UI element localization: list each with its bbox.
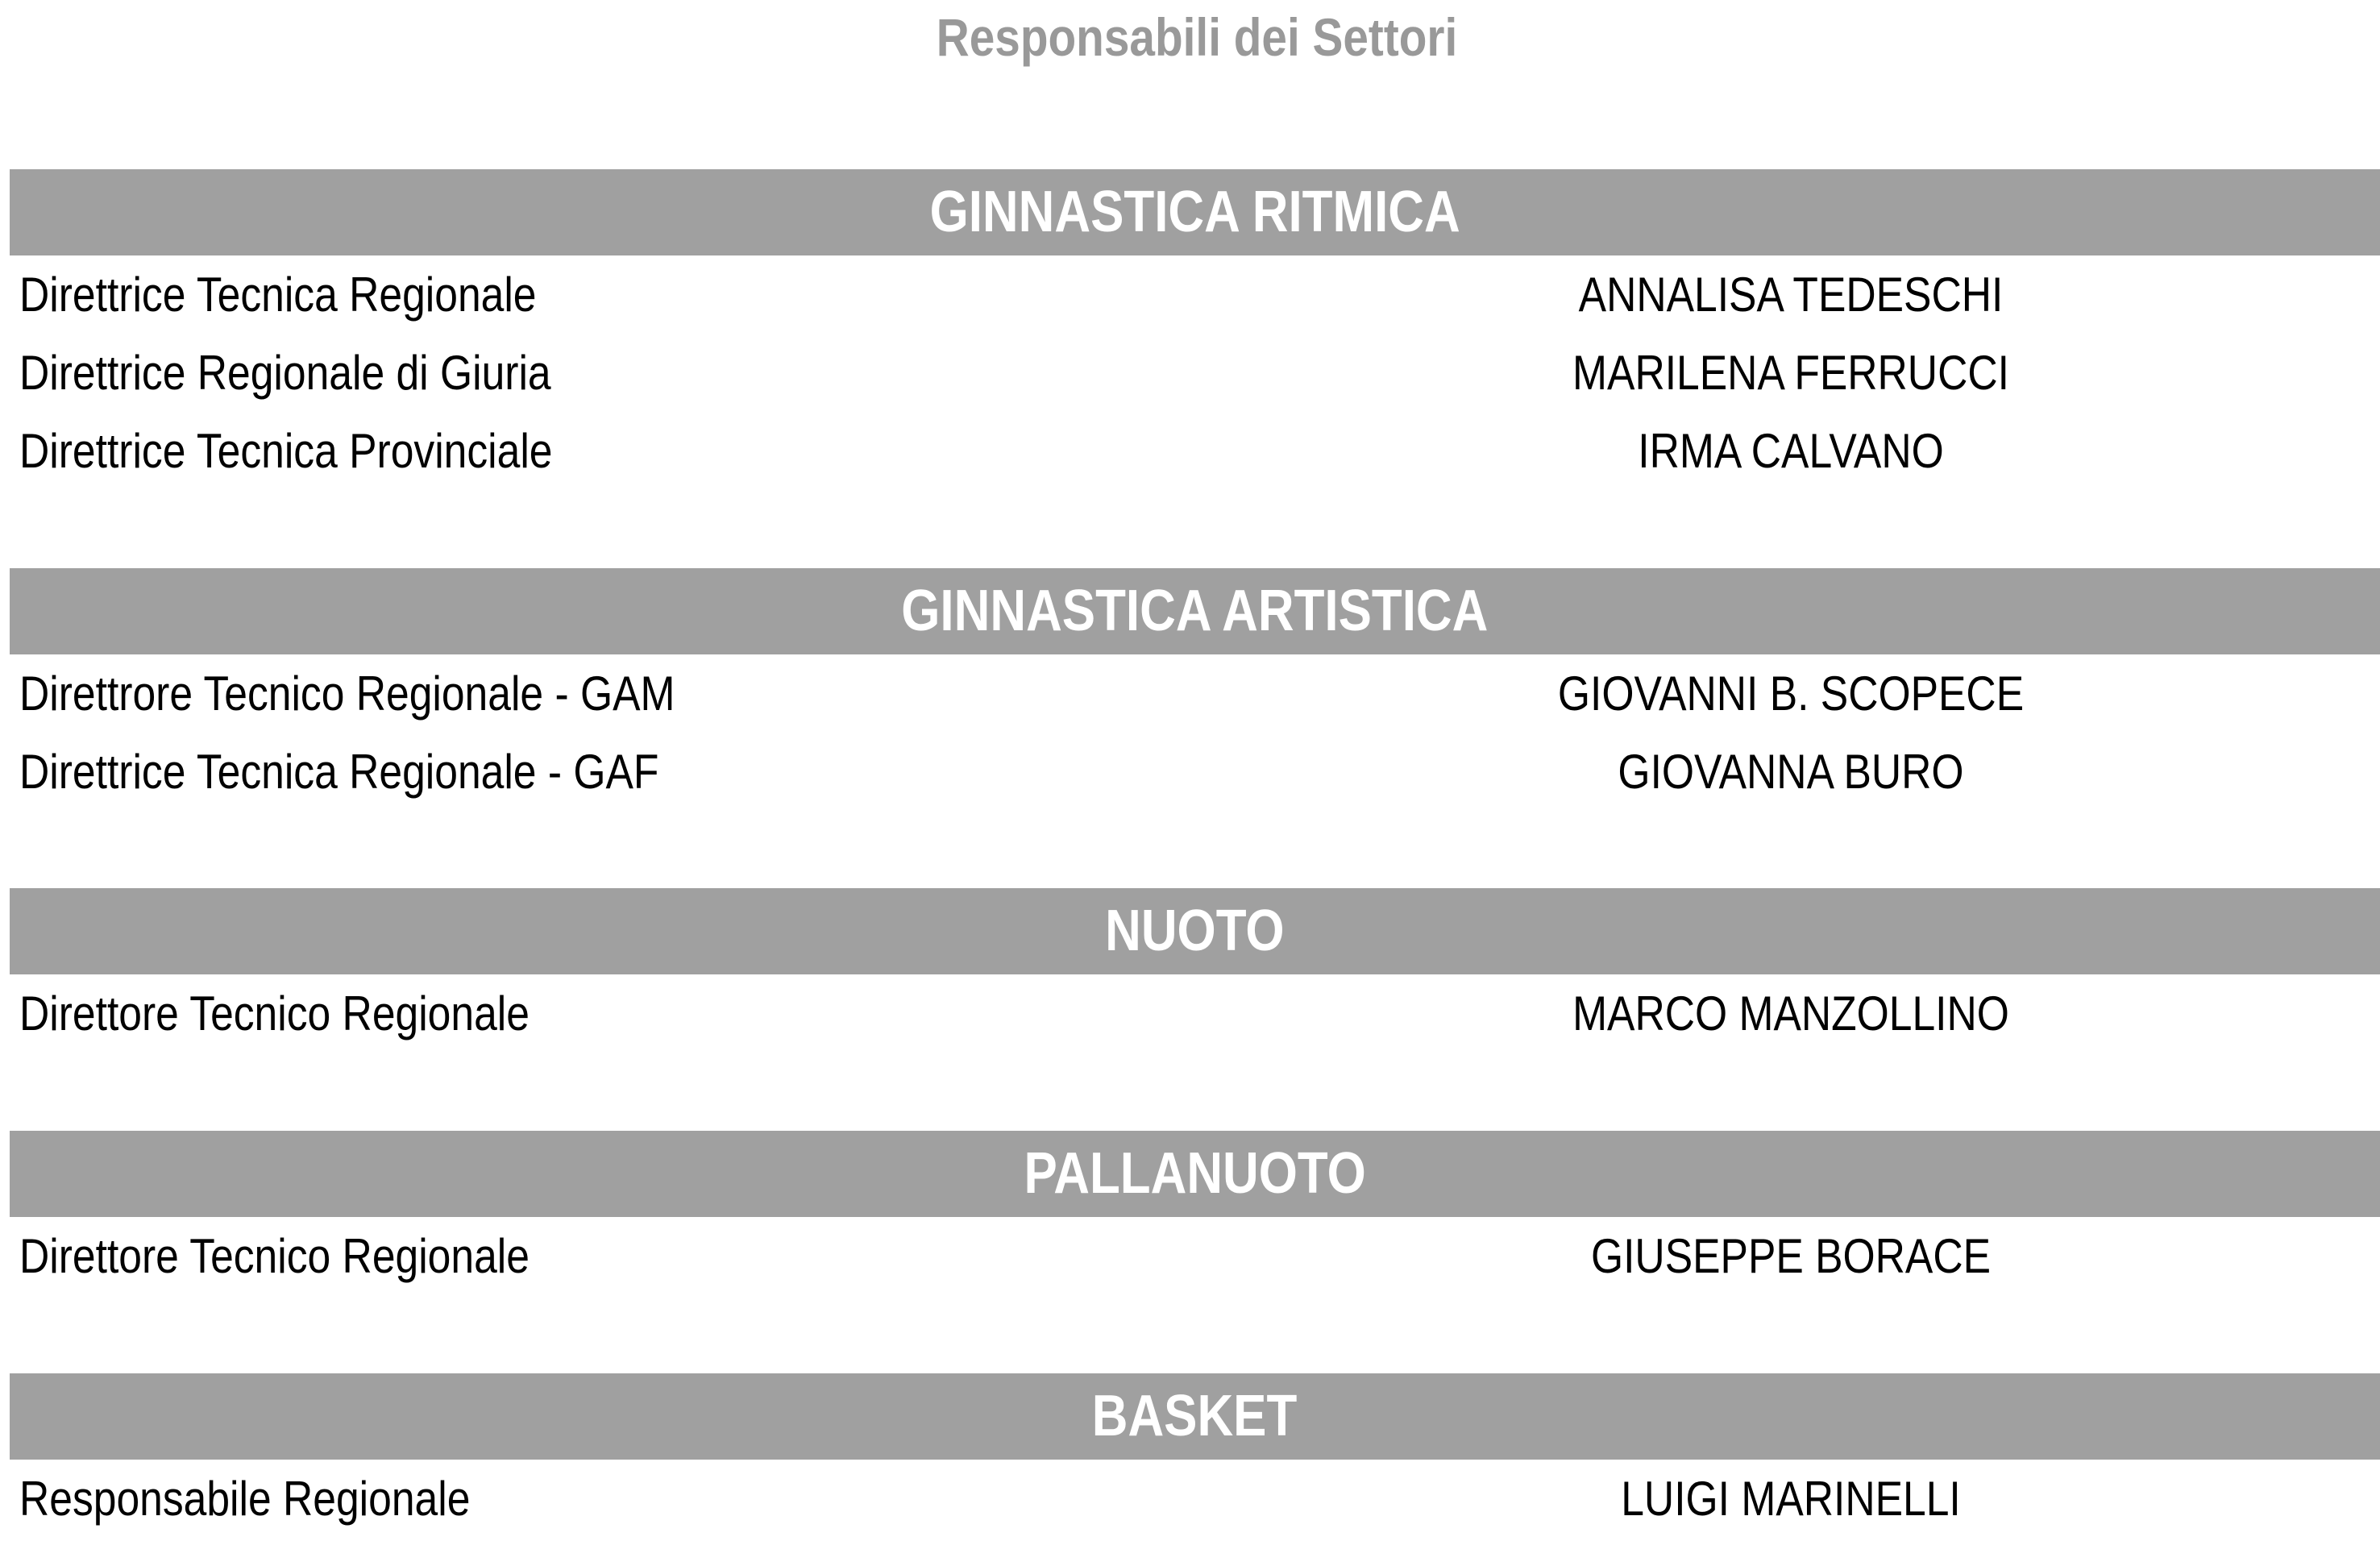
role-label: Direttrice Tecnica Regionale - GAF (19, 745, 659, 799)
list-item (10, 974, 2380, 1053)
section-header-label: NUOTO (1105, 899, 1285, 963)
person-name: LUIGI MARINELLI (1621, 1472, 1961, 1526)
role-list (10, 1460, 2380, 1538)
list-item (10, 1460, 2380, 1538)
role-label: Direttrice Tecnica Regionale (19, 268, 537, 322)
section-header (10, 1131, 2380, 1217)
page-title: Responsabili dei Settori (936, 7, 1458, 67)
section-basket (10, 1373, 2380, 1538)
role-label: Direttrice Tecnica Provinciale (19, 424, 553, 478)
role-list (10, 974, 2380, 1053)
section-pallanuoto (10, 1131, 2380, 1295)
role-list (10, 255, 2380, 490)
role-label: Direttore Tecnico Regionale (19, 1229, 530, 1283)
person-name: MARCO MANZOLLINO (1572, 986, 2009, 1040)
person-name: MARILENA FERRUCCI (1572, 346, 2009, 400)
role-label: Direttore Tecnico Regionale (19, 986, 530, 1040)
section-ginnastica-artistica (10, 568, 2380, 811)
role-list (10, 654, 2380, 811)
list-item (10, 412, 2380, 490)
list-item (10, 654, 2380, 733)
list-item (10, 334, 2380, 412)
role-label: Direttrice Regionale di Giuria (19, 346, 551, 400)
section-header (10, 888, 2380, 974)
section-header-label: PALLANUOTO (1024, 1141, 1366, 1206)
role-label: Responsabile Regionale (19, 1472, 471, 1526)
person-name: GIUSEPPE BORACE (1590, 1229, 1992, 1283)
section-header (10, 1373, 2380, 1460)
list-item (10, 1217, 2380, 1295)
role-label: Direttrore Tecnico Regionale - GAM (19, 667, 675, 721)
section-header-label: GINNASTICA ARTISTICA (901, 579, 1489, 643)
section-header (10, 568, 2380, 654)
section-header-label: GINNASTICA RITMICA (929, 180, 1460, 244)
role-list (10, 1217, 2380, 1295)
section-header (10, 169, 2380, 255)
section-header-label: BASKET (1092, 1384, 1298, 1448)
list-item (10, 255, 2380, 334)
section-ginnastica-ritmica (10, 169, 2380, 490)
list-item (10, 733, 2380, 811)
person-name: IRMA CALVANO (1638, 424, 1944, 478)
section-nuoto (10, 888, 2380, 1053)
person-name: GIOVANNI B. SCOPECE (1557, 667, 2025, 721)
person-name: ANNALISA TEDESCHI (1578, 268, 2004, 322)
person-name: GIOVANNA BURO (1618, 745, 1964, 799)
